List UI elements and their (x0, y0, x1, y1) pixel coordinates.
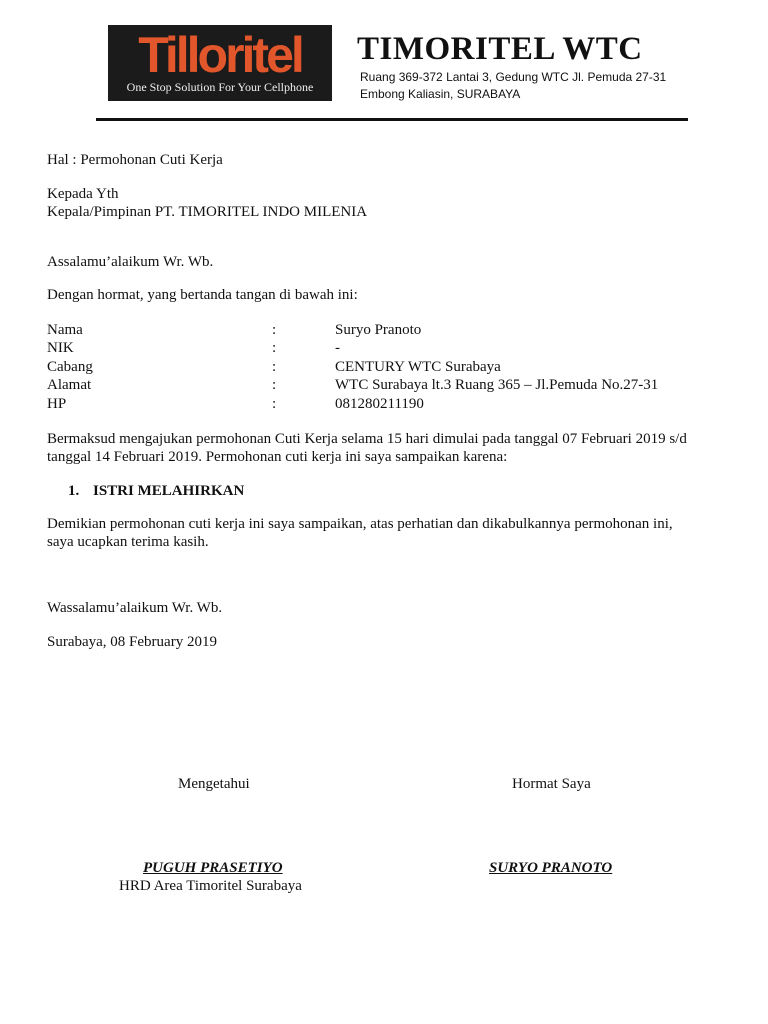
greeting: Assalamu’alaikum Wr. Wb. (47, 254, 214, 270)
left-signer-name: PUGUH PRASETIYO (143, 860, 283, 876)
field-label-nama: Nama (47, 322, 83, 338)
field-colon: : (272, 340, 277, 356)
field-colon: : (272, 396, 277, 412)
right-signer-name: SURYO PRANOTO (489, 860, 613, 876)
right-signature-title: Hormat Saya (512, 776, 591, 792)
field-label-alamat: Alamat (47, 377, 92, 393)
address-line-2: Embong Kaliasin, SURABAYA (360, 87, 521, 101)
reason-number: 1. (68, 483, 80, 499)
intro-text: Dengan hormat, yang bertanda tangan di bawah ini: (47, 287, 358, 303)
farewell: Wassalamu’alaikum Wr. Wb. (47, 600, 223, 616)
field-value-alamat: WTC Surabaya lt.3 Ruang 365 – Jl.Pemuda No.27-31 (335, 377, 659, 393)
closing-line-2: saya ucapkan terima kasih. (47, 534, 209, 550)
field-label-cabang: Cabang (47, 359, 93, 375)
header-divider (96, 118, 688, 121)
company-address (360, 69, 666, 103)
logo-wordmark: Tilloritel (138, 27, 302, 83)
field-label-nik: NIK (47, 340, 74, 356)
field-value-cabang: CENTURY WTC Surabaya (335, 359, 501, 375)
closing-line-1: Demikian permohonan cuti kerja ini saya sampaikan, atas perhatian dan dikabulkannya permohonan ini, (47, 516, 673, 532)
request-text-line-1: Bermaksud mengajukan permohonan Cuti Kerja selama 15 hari dimulai pada tanggal 07 Februari 2019 s/d (47, 431, 687, 447)
field-value-nik: - (335, 340, 340, 356)
field-colon: : (272, 377, 277, 393)
field-colon: : (272, 322, 277, 338)
place-date: Surabaya, 08 February 2019 (47, 634, 217, 650)
logo-tagline: One Stop Solution For Your Cellphone (126, 80, 314, 94)
left-signer-position: HRD Area Timoritel Surabaya (119, 878, 302, 894)
company-name: TIMORITEL WTC (357, 31, 643, 67)
company-logo (108, 25, 332, 101)
field-value-nama: Suryo Pranoto (335, 322, 422, 338)
field-value-hp: 081280211190 (335, 396, 424, 412)
field-label-hp: HP (47, 396, 67, 412)
address-line-1: Ruang 369-372 Lantai 3, Gedung WTC Jl. Pemuda 27-31 (360, 70, 667, 84)
request-text-line-2: tanggal 14 Februari 2019. Permohonan cuti kerja ini saya sampaikan karena: (47, 449, 508, 465)
subject-line: Hal : Permohonan Cuti Kerja (47, 152, 223, 168)
left-signature-title: Mengetahui (178, 776, 250, 792)
recipient-line-2: Kepala/Pimpinan PT. TIMORITEL INDO MILENIA (47, 204, 368, 220)
reason-text: ISTRI MELAHIRKAN (93, 483, 245, 499)
recipient-line-1: Kepada Yth (47, 186, 119, 202)
field-colon: : (272, 359, 277, 375)
